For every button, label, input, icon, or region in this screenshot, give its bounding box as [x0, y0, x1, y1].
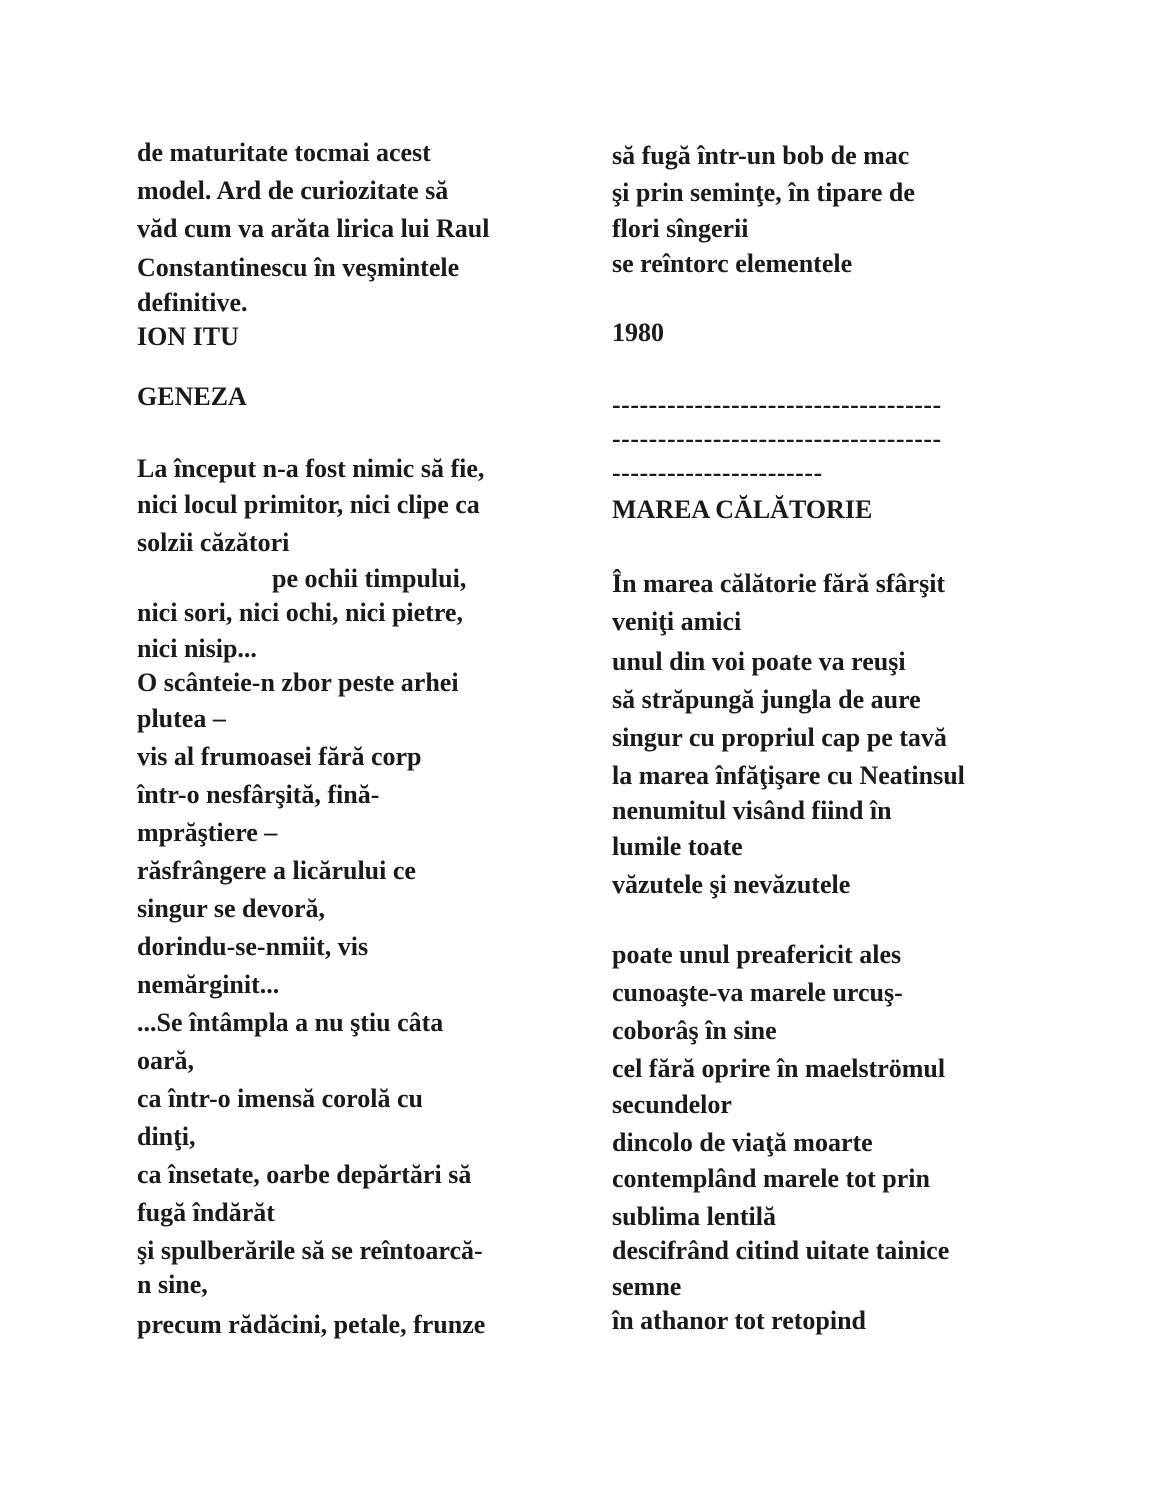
- poem-line: veniţi amici: [612, 607, 742, 636]
- poem-line: în athanor tot retopind: [612, 1306, 867, 1335]
- prose-line: model. Ard de curiozitate să: [137, 176, 449, 205]
- poem-line: ca însetate, oarbe depărtări să: [137, 1160, 472, 1189]
- poem-line: coborâş în sine: [612, 1016, 777, 1045]
- poem-line: răsfrângere a licărului ce: [137, 856, 416, 885]
- poem-line: cunoaşte-va marele urcuş-: [612, 978, 903, 1007]
- poem-line: dincolo de viaţă moarte: [612, 1128, 873, 1157]
- poem-year: 1980: [612, 318, 664, 347]
- poem-line: singur cu propriul cap pe tavă: [612, 723, 947, 752]
- poem-line: unul din voi poate va reuşi: [612, 647, 906, 676]
- poem-line: nici locul primitor, nici clipe ca: [137, 490, 480, 519]
- poem-line: solzii căzători: [137, 528, 290, 557]
- poem-line: vis al frumoasei fără corp: [137, 742, 422, 771]
- poem-line: O scânteie-n zbor peste arhei: [137, 668, 459, 697]
- poem-line: ca într-o imensă corolă cu: [137, 1084, 423, 1113]
- poem-line: contemplând marele tot prin: [612, 1164, 930, 1193]
- poem-line: nemărginit...: [137, 970, 280, 999]
- poem-line: n sine,: [137, 1270, 208, 1299]
- prose-line: definitive.: [137, 288, 248, 317]
- poem-line: oară,: [137, 1046, 195, 1075]
- poem-line: văzutele şi nevăzutele: [612, 870, 851, 899]
- prose-line: de maturitate tocmai acest: [137, 138, 431, 167]
- poem-line: singur se devoră,: [137, 894, 326, 923]
- poem-line: într-o nesfârşită, fină-: [137, 780, 380, 809]
- poem-title-marea-calatorie: MAREA CĂLĂTORIE: [612, 495, 873, 524]
- poem-line: dinţi,: [137, 1122, 196, 1151]
- poem-line: să fugă într-un bob de mac: [612, 141, 910, 170]
- poem-line: descifrând citind uitate tainice: [612, 1236, 950, 1265]
- poem-line: şi spulberările să se reîntoarcă-: [137, 1236, 483, 1265]
- poem-line: poate unul preafericit ales: [612, 940, 902, 969]
- poem-line: secundelor: [612, 1090, 732, 1119]
- poem-line: precum rădăcini, petale, frunze: [137, 1310, 486, 1339]
- poem-line: dorindu-se-nmiit, vis: [137, 932, 369, 961]
- poem-title-geneza: GENEZA: [137, 382, 247, 411]
- prose-line: Constantinescu în veşmintele: [137, 253, 460, 282]
- poem-line: În marea călătorie fără sfârşit: [612, 569, 946, 598]
- prose-line: văd cum va arăta lirica lui Raul: [137, 214, 490, 243]
- poem-line: nici nisip...: [137, 634, 257, 663]
- poem-line: sublima lentilă: [612, 1202, 776, 1231]
- separator-line: -----------------------: [612, 458, 823, 487]
- author-signature: ION ITU: [137, 322, 239, 351]
- poem-line: plutea –: [137, 704, 226, 733]
- poem-line: ...Se întâmpla a nu ştiu câta: [137, 1008, 444, 1037]
- poem-line: fugă îndărăt: [137, 1198, 275, 1227]
- poem-line: se reîntorc elementele: [612, 249, 853, 278]
- poem-line: cel fără oprire în maelströmul: [612, 1054, 946, 1083]
- poem-line: la marea înfăţişare cu Neatinsul: [612, 761, 965, 790]
- poem-line: nenumitul visând fiind în: [612, 796, 892, 825]
- poem-line: flori sîngerii: [612, 214, 749, 243]
- poem-line-indented: pe ochii timpului,: [272, 564, 467, 593]
- poem-line: nici sori, nici ochi, nici pietre,: [137, 598, 463, 627]
- poem-line: semne: [612, 1272, 682, 1301]
- poem-line: lumile toate: [612, 832, 743, 861]
- poem-line: să străpungă jungla de aure: [612, 685, 921, 714]
- poem-line: La început n-a fost nimic să fie,: [137, 454, 485, 483]
- poem-line: şi prin seminţe, în tipare de: [612, 178, 915, 207]
- poem-line: mprăştiere –: [137, 818, 278, 847]
- separator-line: ------------------------------------: [612, 390, 942, 419]
- separator-line: ------------------------------------: [612, 424, 942, 453]
